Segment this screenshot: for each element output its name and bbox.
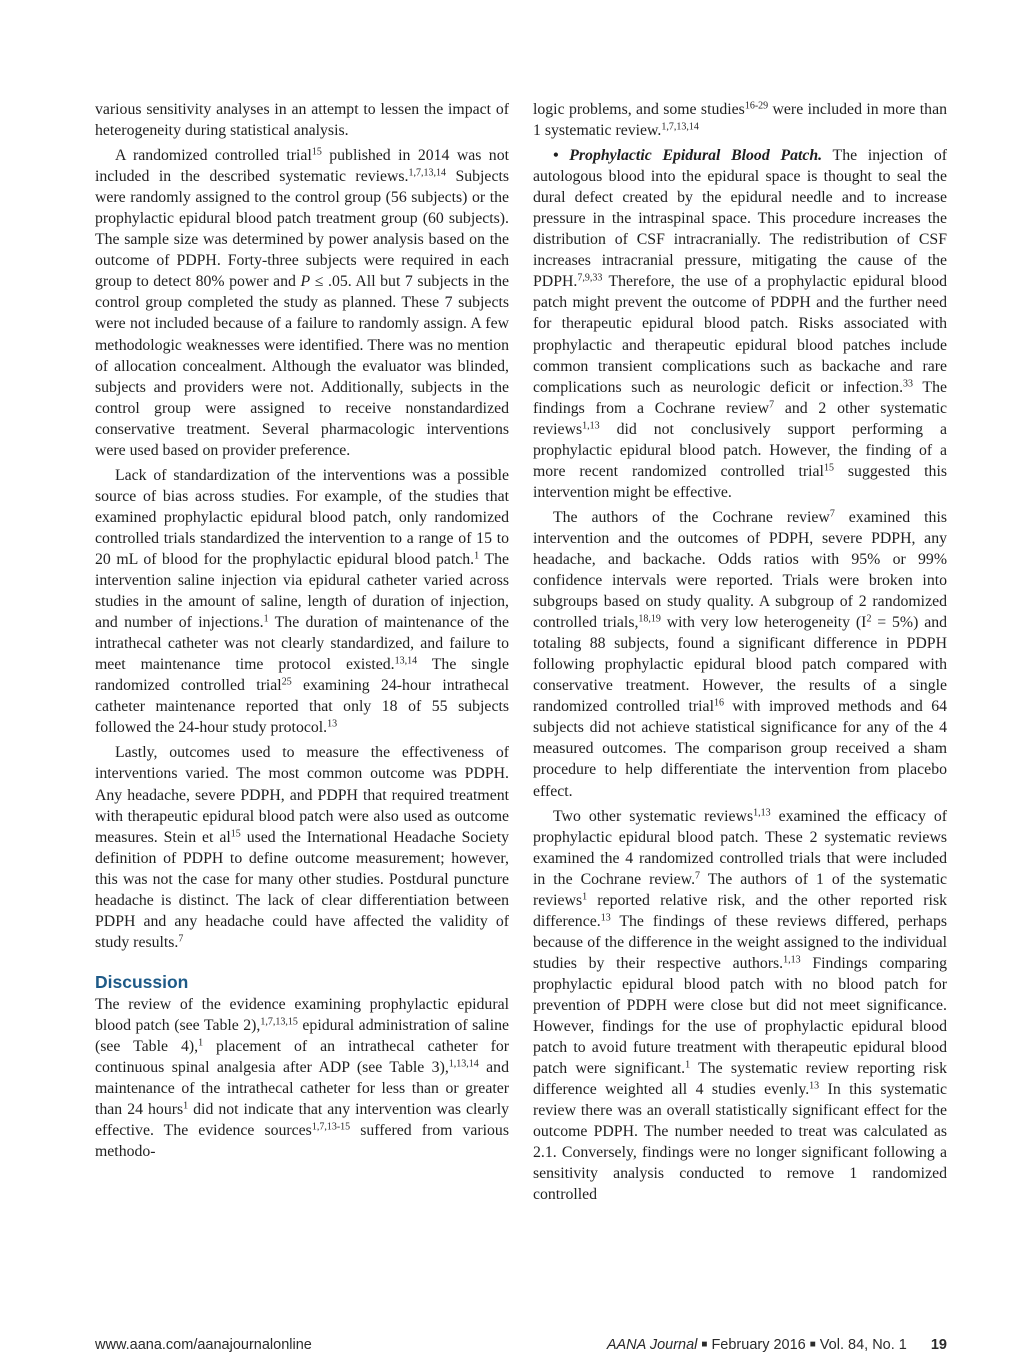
text-run: A randomized controlled trial [115,147,312,165]
text-run: suffered from various methodo- [95,1122,509,1161]
citation-superscript: 16 [713,697,724,709]
text-run: = 5%) and totaling 88 subjects, found a significant difference in PDPH following prophylactic epidural blood patch compared with conservative treatment. However, the results of a single randomized controlled trial [533,614,947,716]
text-run: did not conclusively support performing a prophylactic epidural blood patch. However, the finding of a more recent randomized controlled trial [533,420,947,480]
citation-superscript: 1 [263,613,269,625]
citation-superscript: 7 [829,508,835,520]
text-run: Lack of standardization of the interventions was a possible source of bias across studies. For example, of the studies that examined prophylactic epidural blood patch, only randomized controlled trials standardized the intervention to a range of 15 to 20 mL of blood for the prophylactic epidural blood patch. [95,466,509,568]
text-run: The duration of maintenance of the intrathecal catheter was not clearly standardized, and failure to meet maintenance time protocol existed. [95,614,509,674]
paragraph [533,145,947,503]
text-run: and maintenance of the intrathecal catheter for less than or greater than 24 hours [95,1059,509,1119]
citation-superscript: 7,9,33 [577,272,603,284]
text-run: The findings of these reviews differed, perhaps because of the difference in the weight assigned to the individual studies by their respective authors. [533,912,947,972]
text-run: The injection of autologous blood into the epidural space is thought to seal the dural defect created by the epidural needle and to increase pressure in the intraspinal space. This procedure increases the distribution of CSF intracranially. The redistribution of CSF increases intracranial pressure, mitigating the cause of the PDPH. [533,147,947,291]
paragraph: various sensitivity analyses in an attempt to lessen the impact of heterogeneity during statistical analysis. [95,101,509,140]
citation-superscript: 7 [695,870,701,882]
citation-superscript: 33 [903,378,914,390]
paragraph [533,507,947,802]
text-run: examining 24-hour intrathecal catheter maintenance reported that only 18 of 55 subjects followed the 24-hour study protocol. [95,677,509,737]
text-run: The authors of the Cochrane review [553,508,830,526]
footer-url[interactable]: www.aana.com/aanajournalonline [95,1337,312,1353]
citation-superscript: 1,13 [753,807,771,819]
citation-superscript: 13 [600,912,611,924]
paragraph [533,99,947,141]
text-run: ≤ .05. All but 7 subjects in the control group completed the study as planned. These 7 subjects were not included because of a failure to randomly assign. A few methodologic weaknesses were identified. There was no mention of allocation concealment. Although the evaluator was blinded, subjects and providers were not. Additionally, subjects in the control group were assigned to receive nonstandardized conservative treatment. Several pharmacologic interventions were used based on provider preference. [95,273,509,459]
citation-superscript: 1 [183,1100,189,1112]
citation-superscript: 1,13 [582,420,600,432]
text-run: The single randomized controlled trial [95,656,509,695]
text-run: The authors of 1 of the systematic reviews [533,870,947,909]
citation-superscript: 13 [809,1080,820,1092]
left-column [95,99,509,1162]
right-column [533,99,947,1205]
text-run: Lastly, outcomes used to measure the effectiveness of interventions varied. The most common outcome was PDPH. Any headache, severe PDPH, and PDPH that required treatment with therapeutic epidural blood patch were also used as outcome measures. Stein et al [95,744,509,846]
citation-superscript: 1,7,13,14 [408,167,447,179]
italic-symbol: P [300,273,311,291]
text-run: with very low heterogeneity (I [660,614,867,632]
separator-icon: ■ [809,1339,816,1350]
text-run: The systematic review reporting risk difference weighted all 4 studies evenly. [533,1060,948,1099]
text-run: The findings from a Cochrane review [533,378,947,417]
text-run: Two other systematic reviews [553,807,754,825]
text-run: with improved methods and 64 subjects did not achieve statistical significance for any of the 4 measured outcomes. The comparison group received a sham procedure to help differentiate the intervention from placebo effect. [533,698,947,800]
text-run: placement of an intrathecal catheter for continuous spinal analgesia after ADP (see Table 3), [95,1037,509,1077]
paragraph [95,994,509,1162]
text-run: Findings comparing prophylactic epidural blood patch with no blood patch for prevention of PDPH were close but did not meet significance. However, findings for the use of prophylactic epidural blood patch to avoid future treatment with therapeutic epidural blood patch were significant. [533,954,947,1078]
paragraph [95,742,509,952]
text-run: and 2 other systematic reviews [533,399,947,438]
journal-name: AANA Journal [606,1337,698,1353]
text-run: used the International Headache Society definition of PDPH to define outcome measurement; however, this was not the case for many other studies. Postdural puncture headache is distinct. The lack of clear differentiation between PDPH and any headache could have affected the validity of study results. [95,828,509,951]
text-run: did not indicate that any intervention was clearly effective. The evidence sources [95,1101,510,1140]
text-run: In this systematic review there was an overall statistically significant effect for the outcome PDPH. The number needed to treat was calculated as 2.1. Conversely, findings were no longer significant following a sensitivity analysis conducted to remove 1 randomized controlled [533,1081,947,1204]
text-run: examined this intervention and the outcomes of PDPH, severe PDPH, any headache, and backache. Odds ratios with 95% or 99% confidence intervals were reported. Trials were broken into subgroups based on study quality. A subgroup of 2 randomized controlled trials, [533,508,947,632]
paragraph [95,145,509,461]
citation-superscript: 1 [582,891,588,903]
citation-superscript: 25 [281,676,292,688]
citation-superscript: 1,13 [783,954,801,966]
text-run: Subjects were randomly assigned to the control group (56 subjects) or the prophylactic epidural blood patch treatment group (60 subjects). The sample size was determined by power analysis based on the outcome of PDPH. Forty-three subjects were required in each group to detect 80% power and [95,168,509,291]
citation-superscript: 16-29 [744,100,769,112]
text-run: reported relative risk, and the other reported risk difference. [533,891,947,930]
volume-info: Vol. 84, No. 1 [819,1337,907,1353]
text-run: were included in more than 1 systematic review. [533,101,947,140]
text-run: logic problems, and some studies [533,101,745,118]
text-run: epidural administration of saline (see Table 4), [95,1016,509,1055]
citation-superscript: 15 [311,146,322,158]
citation-superscript: 13 [327,718,338,730]
text-run: The review of the evidence examining prophylactic epidural blood patch (see Table 2), [95,995,509,1034]
citation-superscript: 1 [474,550,480,562]
run-in-heading: • Prophylactic Epidural Blood Patch. [553,147,823,165]
citation-superscript: 1 [685,1059,691,1071]
citation-superscript: 1,7,13-15 [311,1121,351,1133]
citation-superscript: 13,14 [394,655,418,667]
citation-superscript: 7 [769,399,775,411]
section-heading-discussion: Discussion [95,971,189,992]
citation-superscript: 1 [198,1037,204,1049]
issue-date: February 2016 [711,1337,806,1353]
citation-superscript: 1,13,14 [448,1058,479,1070]
citation-superscript: 15 [230,828,241,840]
citation-superscript: 2 [866,613,872,625]
paragraph [533,806,947,1206]
text-run: published in 2014 was not included in the described systematic reviews. [95,147,509,186]
paragraph [95,465,509,739]
citation-superscript: 7 [178,933,184,945]
citation-superscript: 18,19 [638,613,661,625]
citation-superscript: 15 [823,462,834,474]
citation-superscript: 1,7,13,15 [260,1016,298,1028]
text-run: The intervention saline injection via epidural catheter varied across studies in the amount of saline, length of duration of injection, and number of injections. [95,550,509,632]
citation-superscript: 1,7,13,14 [661,121,699,133]
separator-icon: ■ [701,1339,708,1350]
footer-citation [607,1337,947,1353]
text-run: examined the efficacy of prophylactic epidural blood patch. These 2 systematic reviews examined the 4 randomized controlled trials that were included in the Cochrane review. [533,807,947,888]
page-number: 19 [930,1337,947,1353]
text-run: Therefore, the use of a prophylactic epidural blood patch might prevent the outcome of PDPH and the further need for therapeutic epidural blood patch. Risks associated with prophylactic and therapeutic epidural blood patches include common transient complications such as backache and rare complications such as neurologic deficit or infection. [533,273,947,396]
text-run: suggested this intervention might be effective. [533,462,947,501]
